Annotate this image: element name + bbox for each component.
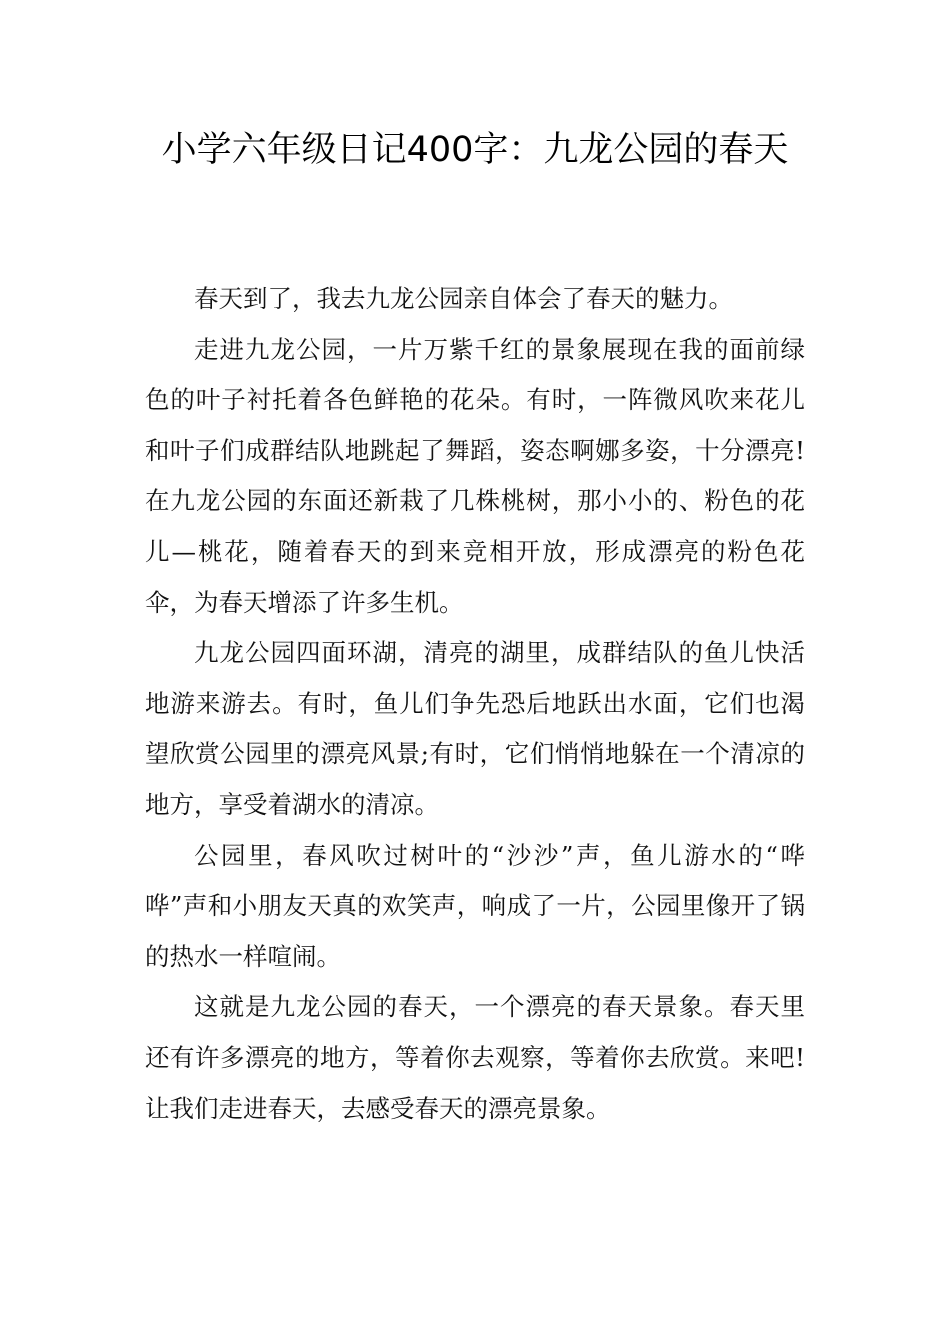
paragraph: 九龙公园四面环湖，清亮的湖里，成群结队的鱼儿快活地游来游去。有时，鱼儿们争先恐后地跃出水面，它们也渴望欣赏公园里的漂亮风景;有时，它们悄悄地躲在一个清凉的地方，享受着湖水的清凉。 [145, 638, 805, 819]
paragraph: 走进九龙公园，一片万紫千红的景象展现在我的面前绿色的叶子衬托着各色鲜艳的花朵。有时，一阵微风吹来花儿和叶子们成群结队地跳起了舞蹈，姿态啊娜多姿，十分漂亮!在九龙公园的东面还新栽了几株桃树，那小小的、粉色的花儿—桃花，随着春天的到来竞相开放，形成漂亮的粉色花伞，为春天增添了许多生机。 [145, 334, 805, 617]
document-title: 小学六年级日记400字：九龙公园的春天 [161, 130, 789, 170]
paragraph: 这就是九龙公园的春天，一个漂亮的春天景象。春天里还有许多漂亮的地方，等着你去观察，等着你去欣赏。来吧!让我们走进春天，去感受春天的漂亮景象。 [145, 992, 805, 1123]
paragraph: 公园里，春风吹过树叶的“沙沙”声，鱼儿游水的“哗哗”声和小朋友天真的欢笑声，响成了一片，公园里像开了锅的热水一样喧闹。 [145, 840, 805, 971]
document-body [145, 274, 805, 1134]
paragraph: 春天到了，我去九龙公园亲自体会了春天的魅力。 [194, 284, 733, 313]
